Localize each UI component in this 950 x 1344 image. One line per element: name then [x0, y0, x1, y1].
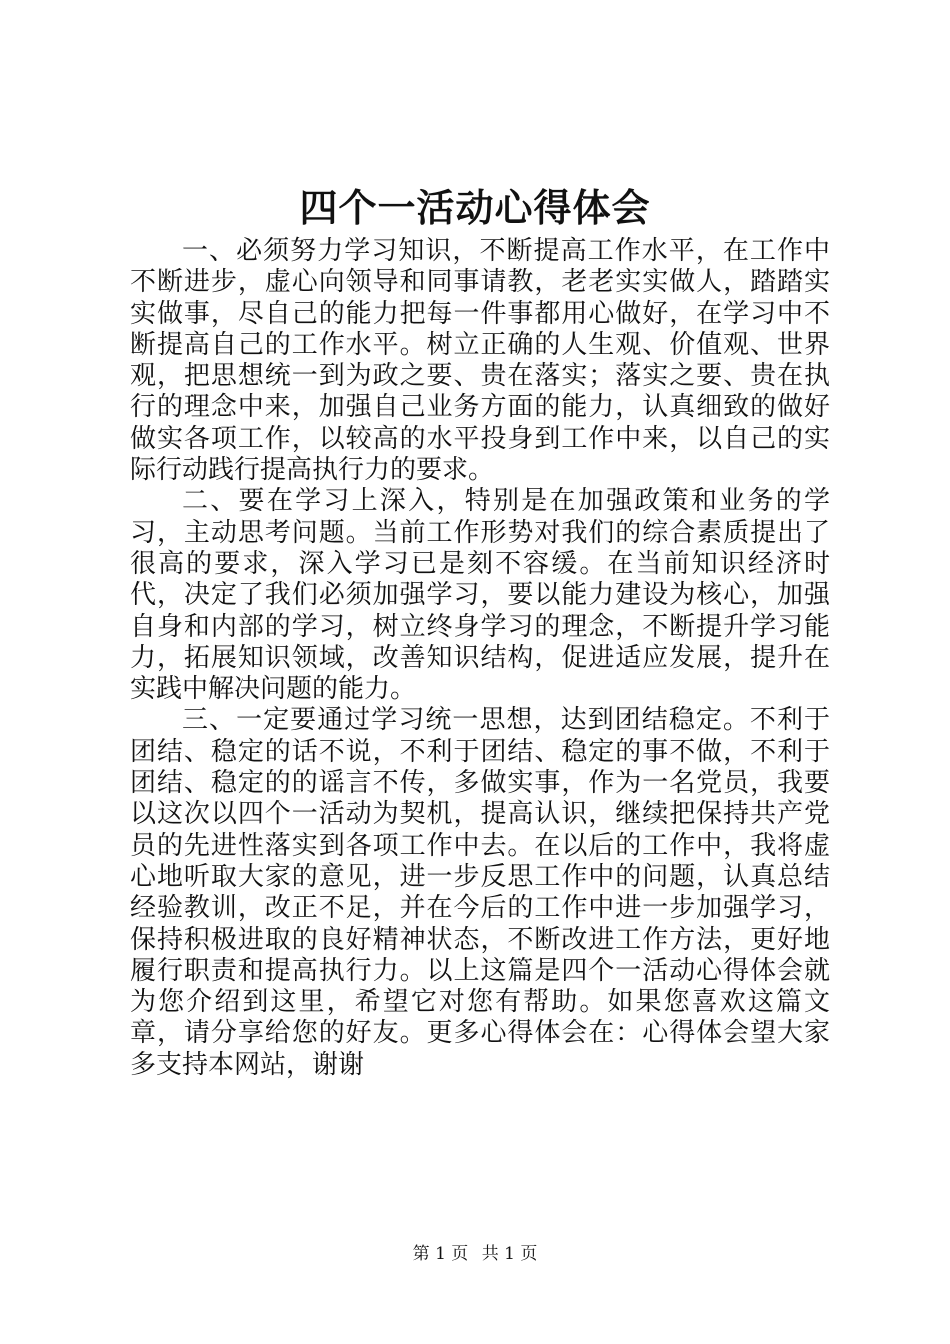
paragraph-2: 二、要在学习上深入，特别是在加强政策和业务的学习，主动思考问题。当前工作形势对我们的综合素质提出了很高的要求，深入学习已是刻不容缓。在当前知识经济时代，决定了我们必须加强学习，要以能力建设为核心，加强自身和内部的学习，树立终身学习的理念，不断提升学习能力，拓展知识领域，改善知识结构，促进适应发展，提升在实践中解决问题的能力。 [130, 486, 830, 705]
paragraph-3: 三、一定要通过学习统一思想，达到团结稳定。不利于团结、稳定的话不说，不利于团结、稳定的事不做，不利于团结、稳定的的谣言不传，多做实事，作为一名党员，我要以这次以四个一活动为契机，提高认识，继续把保持共产党员的先进性落实到各项工作中去。在以后的工作中，我将虚心地听取大家的意见，进一步反思工作中的问题，认真总结经验教训，改正不足，并在今后的工作中进一步加强学习，保持积极进取的良好精神状态，不断改进工作方法，更好地履行职责和提高执行力。以上这篇是四个一活动心得体会就为您介绍到这里，希望它对您有帮助。如果您喜欢这篇文章，请分享给您的好友。更多心得体会在：心得体会望大家多支持本网站，谢谢 [130, 705, 830, 1080]
page-number: 第 1 页 [412, 1244, 469, 1264]
page-footer [0, 1243, 950, 1265]
page-total: 共 1 页 [481, 1244, 538, 1264]
paragraph-1: 一、必须努力学习知识，不断提高工作水平，在工作中不断进步，虚心向领导和同事请教，老老实实做人，踏踏实实做事，尽自己的能力把每一件事都用心做好，在学习中不断提高自己的工作水平。树立正确的人生观、价值观、世界观，把思想统一到为政之要、贵在落实；落实之要、贵在执行的理念中来，加强自己业务方面的能力，认真细致的做好做实各项工作，以较高的水平投身到工作中来，以自己的实际行动践行提高执行力的要求。 [130, 236, 830, 486]
document-title: 四个一活动心得体会 [299, 185, 651, 230]
document-body [130, 236, 830, 1081]
